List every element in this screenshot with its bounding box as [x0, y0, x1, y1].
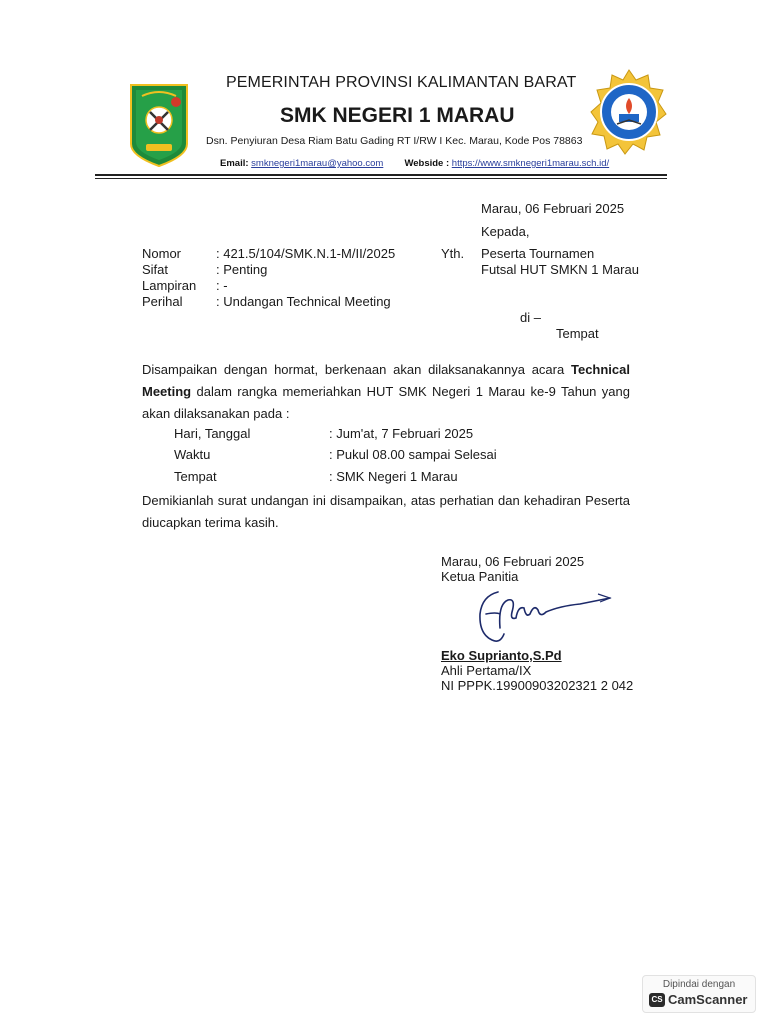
detail-label-date: Hari, Tanggal [174, 426, 251, 441]
detail-label-place: Tempat [174, 469, 217, 484]
email-link[interactable]: smknegeri1marau@yahoo.com [251, 158, 384, 169]
signature-position: Ketua Panitia [441, 569, 519, 584]
meta-value-sifat: : Penting [216, 262, 268, 277]
opening-part-2: dalam rangka memeriahkan HUT SMK Negeri 1 Marau ke-9 Tahun yang akan dilaksanakan pada : [142, 384, 630, 421]
recipient-yth: Yth. [441, 246, 465, 261]
signer-id: NI PPPK.19900903202321 2 042 [441, 678, 634, 693]
recipient-di: di – [520, 310, 541, 325]
school-crest-icon [590, 68, 668, 164]
detail-value-time: : Pukul 08.00 sampai Selesai [329, 447, 497, 462]
handwritten-signature [470, 584, 620, 650]
meta-label-sifat: Sifat [142, 262, 169, 277]
meta-label-lampiran: Lampiran [142, 278, 197, 293]
camscanner-logo-icon: CS [649, 993, 665, 1007]
website-label: Webside : [404, 158, 450, 169]
to-label: Kepada, [481, 224, 530, 239]
meta-value-perihal: : Undangan Technical Meeting [216, 294, 391, 309]
school-name: SMK NEGERI 1 MARAU [280, 104, 515, 127]
camscanner-brand: CamScanner [668, 992, 748, 1007]
opening-paragraph [142, 359, 630, 425]
meta-label-nomor: Nomor [142, 246, 182, 261]
letterhead-divider-thick [95, 174, 667, 176]
detail-label-time: Waktu [174, 447, 211, 462]
website-link[interactable]: https://www.smknegeri1marau.sch.id/ [451, 158, 610, 169]
government-title: PEMERINTAH PROVINSI KALIMANTAN BARAT [226, 74, 577, 91]
school-address: Dsn. Penyiuran Desa Riam Batu Gading RT I/RW I Kec. Marau, Kode Pos 78863 [206, 135, 583, 147]
scan-caption: Dipindai dengan [662, 979, 736, 990]
detail-value-date: : Jum'at, 7 Februari 2025 [329, 426, 474, 441]
recipient-line-2: Futsal HUT SMKN 1 Marau [481, 262, 639, 277]
signer-rank: Ahli Pertama/IX [441, 663, 532, 678]
recipient-place: Tempat [556, 326, 599, 341]
camscanner-badge [642, 975, 756, 1013]
contact-line [220, 158, 609, 169]
recipient-line-1: Peserta Tournamen [481, 246, 595, 261]
signer-name: Eko Suprianto,S.Pd [441, 648, 562, 663]
letter-date: Marau, 06 Februari 2025 [481, 201, 625, 216]
opening-emphasis: Technical Meeting [142, 362, 630, 399]
signature-date: Marau, 06 Februari 2025 [441, 554, 585, 569]
closing-paragraph: Demikianlah surat undangan ini disampaikan, atas perhatian dan kehadiran Peserta diucapkan terima kasih. [142, 493, 630, 530]
opening-part-1: Disampaikan dengan hormat, berkenaan akan dilaksanakannya acara [142, 362, 571, 377]
meta-label-perihal: Perihal [142, 294, 183, 309]
letterhead-divider-thin [95, 178, 667, 179]
email-label: Email: [220, 158, 249, 169]
detail-value-place: : SMK Negeri 1 Marau [329, 469, 458, 484]
meta-value-lampiran: : - [216, 278, 228, 293]
provincial-emblem-icon [128, 82, 190, 168]
meta-value-nomor: : 421.5/104/SMK.N.1-M/II/2025 [216, 246, 396, 261]
